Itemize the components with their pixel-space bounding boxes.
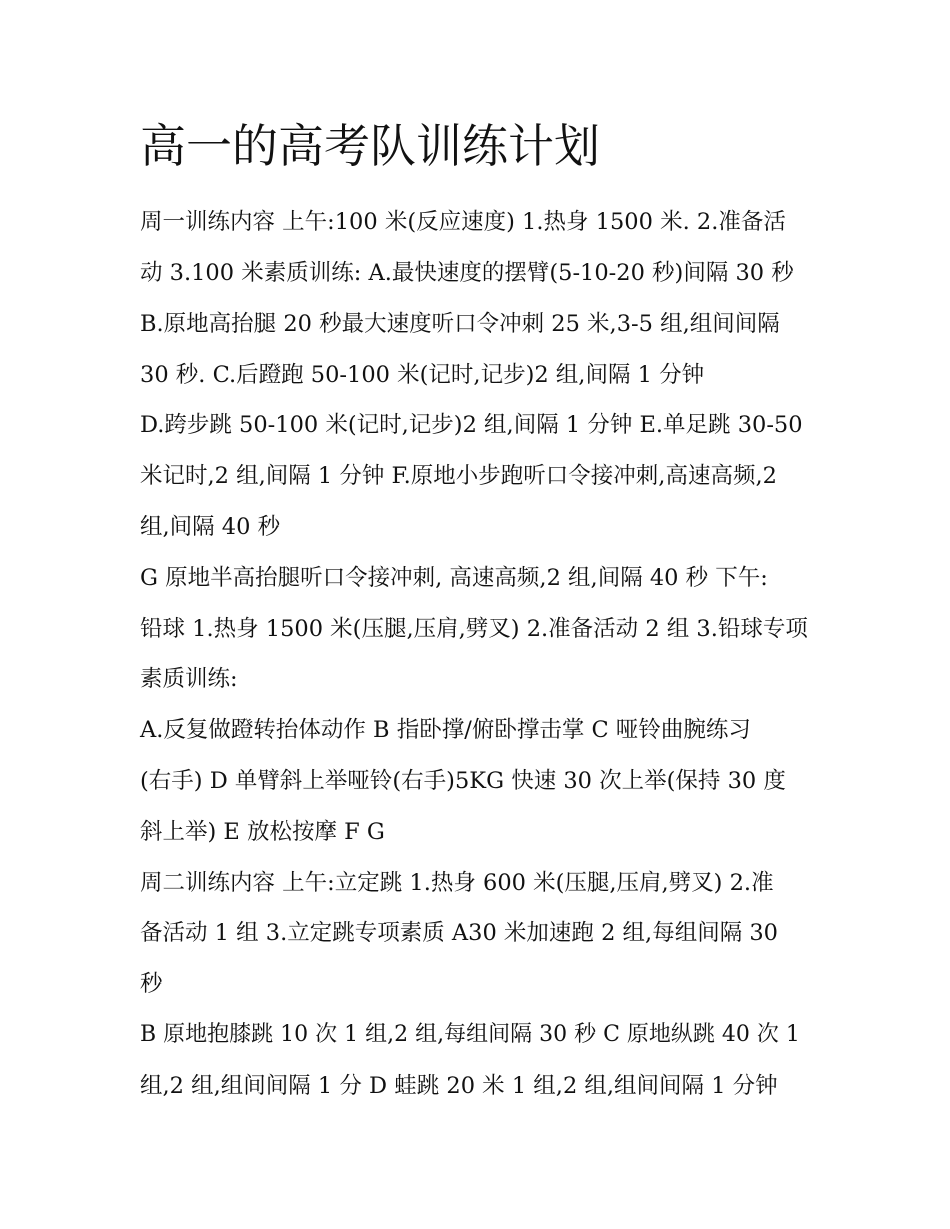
text-line: A.反复做蹬转抬体动作 B 指卧撑/俯卧撑击掌 C 哑铃曲腕练习 (140, 717, 751, 743)
text-line: (右手) D 单臂斜上举哑铃(右手)5KG 快速 30 次上举(保持 30 度 (140, 768, 786, 794)
text-line: 备活动 1 组 3.立定跳专项素质 A30 米加速跑 2 组,每组间隔 30 (140, 920, 778, 946)
text-line: 米记时,2 组,间隔 1 分钟 F.原地小步跑听口令接冲刺,高速高频,2 (140, 463, 777, 489)
text-line: G 原地半高抬腿听口令接冲刺, 高速高频,2 组,间隔 40 秒 下午: (140, 565, 768, 591)
text-line: 30 秒. C.后蹬跑 50-100 米(记时,记步)2 组,间隔 1 分钟 (140, 362, 705, 388)
text-line: 秒 (140, 971, 163, 997)
text-line: B.原地高抬腿 20 秒最大速度听口令冲刺 25 米,3-5 组,组间间隔 (140, 311, 780, 337)
text-line: 素质训练: (140, 666, 238, 692)
page-title: 高一的高考队训练计划 (140, 119, 600, 173)
text-line: 组,2 组,组间间隔 1 分 D 蛙跳 20 米 1 组,2 组,组间间隔 1 分钟 (140, 1073, 778, 1099)
text-line: 周二训练内容 上午:立定跳 1.热身 600 米(压腿,压肩,劈叉) 2.准 (140, 870, 774, 896)
text-line: D.跨步跳 50-100 米(记时,记步)2 组,间隔 1 分钟 E.单足跳 30-50 (140, 412, 803, 438)
text-line: 铅球 1.热身 1500 米(压腿,压肩,劈叉) 2.准备活动 2 组 3.铅球专项 (140, 616, 808, 642)
text-line: 斜上举) E 放松按摩 F G (140, 819, 385, 845)
text-line: 组,间隔 40 秒 (140, 514, 281, 540)
text-line: 动 3.100 米素质训练: A.最快速度的摆臂(5-10-20 秒)间隔 30 秒 (140, 260, 794, 286)
text-line: B 原地抱膝跳 10 次 1 组,2 组,每组间隔 30 秒 C 原地纵跳 40 次 1 (140, 1022, 800, 1047)
text-line: 周一训练内容 上午:100 米(反应速度) 1.热身 1500 米. 2.准备活 (140, 209, 786, 235)
